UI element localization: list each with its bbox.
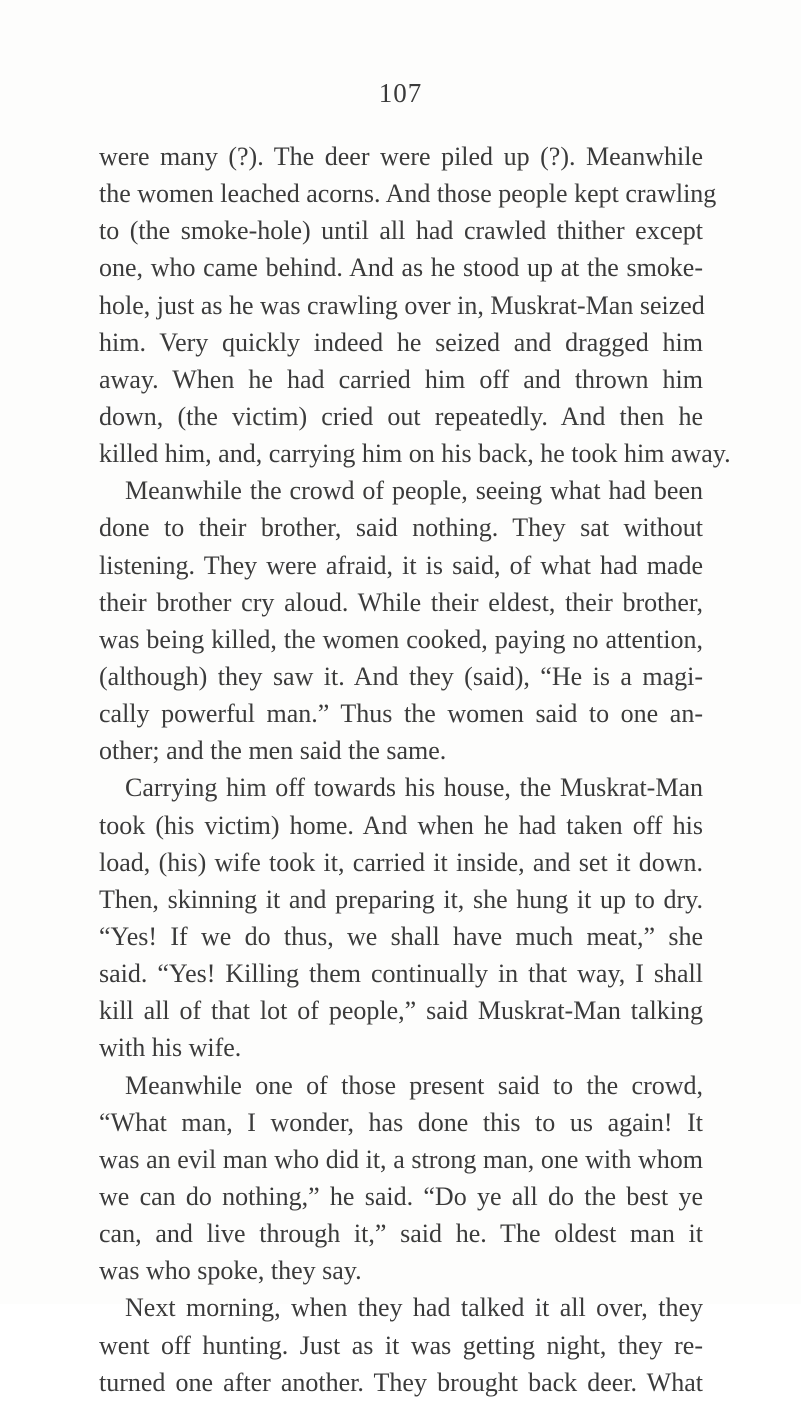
text-line: killed him, and, carrying him on his back, he took him away.: [99, 439, 731, 469]
text-line: cally powerful man.” Thus the women said to one an-: [99, 699, 703, 729]
text-line: was who spoke, they say.: [99, 1256, 362, 1286]
text-line: down, (the victim) cried out repeatedly. And then he: [99, 401, 703, 431]
text-line: kill all of that lot of people,” said Muskrat-Man talking: [99, 996, 703, 1026]
text-line: turned one after another. They brought back deer. What: [99, 1367, 703, 1397]
text-line: went off hunting. Just as it was getting night, they re-: [99, 1330, 703, 1360]
text-line: took (his victim) home. And when he had taken off his: [99, 810, 703, 840]
text-line: was an evil man who did it, a strong man, one with whom: [99, 1144, 703, 1174]
text-line: with his wife.: [99, 1033, 242, 1063]
text-line: Then, skinning it and preparing it, she hung it up to dry.: [99, 884, 703, 914]
text-line: we can do nothing,” he said. “Do ye all do the best ye: [99, 1181, 703, 1211]
text-line: Carrying him off towards his house, the Muskrat-Man: [125, 773, 703, 803]
body-text: [99, 138, 731, 1401]
text-line: load, (his) wife took it, carried it inside, and set it down.: [99, 847, 703, 877]
text-line: (although) they saw it. And they (said), “He is a magi-: [99, 661, 703, 691]
text-line: were many (?). The deer were piled up (?). Meanwhile: [99, 142, 703, 171]
text-line: him. Very quickly indeed he seized and dragged him: [99, 327, 703, 357]
text-line: was being killed, the women cooked, paying no attention,: [99, 624, 703, 654]
text-line: Meanwhile the crowd of people, seeing what had been: [125, 476, 703, 506]
text-line: done to their brother, said nothing. They sat without: [99, 513, 703, 543]
text-line: hole, just as he was crawling over in, Muskrat-Man seized: [99, 290, 705, 320]
text-line: Next morning, when they had talked it all over, they: [125, 1293, 703, 1323]
text-line: away. When he had carried him off and thrown him: [99, 364, 703, 394]
text-line: other; and the men said the same.: [99, 736, 447, 766]
text-line: “Yes! If we do thus, we shall have much meat,” she: [99, 921, 703, 951]
text-line: the women leached acorns. And those people kept crawling: [99, 179, 717, 209]
text-line: to (the smoke-hole) until all had crawled thither except: [99, 216, 703, 246]
page-number: 107: [378, 78, 423, 108]
text-line: their brother cry aloud. While their eldest, their brother,: [99, 587, 703, 617]
text-line: said. “Yes! Killing them continually in that way, I shall: [99, 959, 703, 989]
text-line: one, who came behind. And as he stood up at the smoke-: [99, 253, 703, 283]
text-line: can, and live through it,” said he. The oldest man it: [99, 1219, 703, 1249]
text-line: “What man, I wonder, has done this to us again! It: [99, 1107, 703, 1137]
text-line: Meanwhile one of those present said to the crowd,: [125, 1070, 703, 1100]
text-line: listening. They were afraid, it is said, of what had made: [99, 550, 703, 580]
